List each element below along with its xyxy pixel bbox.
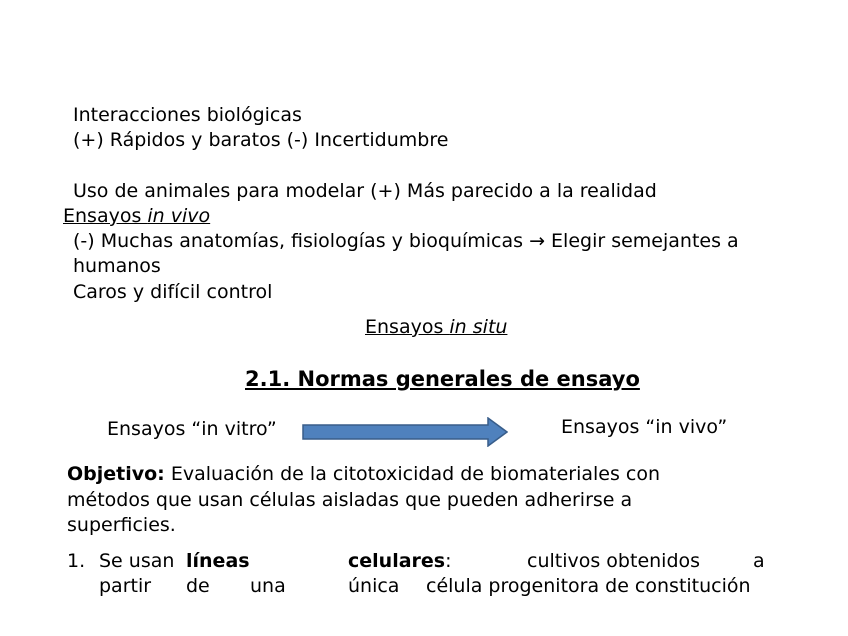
list-cultivos: cultivos obtenidos [527,550,701,572]
flow-right-label: Ensayos “in vivo” [561,416,728,438]
list-a: a [753,550,765,572]
objetivo-text-1: Evaluación de la citotoxicidad de biomateriales con [164,463,661,485]
list-celula: célula progenitora de constitución [426,575,751,597]
objetivo-label: Objetivo: [67,463,165,485]
list-celulares: celulares [348,550,446,572]
ensayos-in-vivo-italic: in vivo [147,205,211,227]
ensayos-in-situ-heading [365,315,507,339]
caros-text: Caros y difícil control [73,281,273,303]
flow-left-label: Ensayos “in vitro” [107,418,277,440]
ensayos-in-vivo-heading [63,204,210,228]
list-number: 1. [67,550,86,572]
uso-animales-text: Uso de animales para modelar (+) Más parecido a la realidad [73,180,657,202]
ensayos-in-situ-label: Ensayos [365,316,450,338]
rapidos-text: (+) Rápidos y baratos (-) Incertidumbre [73,129,449,151]
list-se-usan: Se usan [99,550,175,572]
list-partir: partir [99,575,152,597]
list-de: de [186,575,210,597]
ensayos-in-vivo-label: Ensayos [63,205,148,227]
section-title: 2.1. Normas generales de ensayo [245,367,640,391]
list-colon: : [445,550,452,572]
list-celulares-group [348,549,452,573]
interacciones-text: Interacciones biológicas [73,104,302,126]
list-lineas: líneas [186,550,250,572]
ensayos-in-situ-italic: in situ [449,316,508,338]
list-una: una [250,575,286,597]
objetivo-line1 [67,462,660,486]
muchas-text-line2: humanos [73,255,161,277]
right-arrow-icon [302,417,508,447]
muchas-text-line1: (-) Muchas anatomías, fisiologías y bioquímicas → Elegir semejantes a [73,230,739,252]
objetivo-line3: superficies. [67,514,176,536]
list-unica: única [348,575,400,597]
objetivo-line2: métodos que usan células aisladas que pueden adherirse a [67,489,633,511]
